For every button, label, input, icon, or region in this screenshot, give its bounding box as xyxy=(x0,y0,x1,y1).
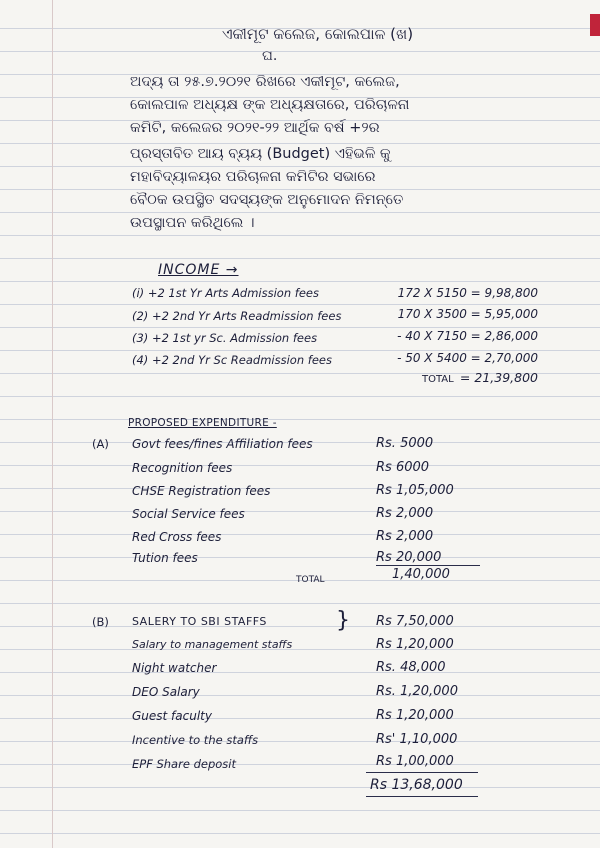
expense-item-amount: Rs. 48,000 xyxy=(376,660,446,675)
expense-item-amount: Rs 1,00,000 xyxy=(376,754,454,769)
page-subtitle: ଘ. xyxy=(262,48,278,64)
expense-item-label: Recognition fees xyxy=(132,461,233,475)
income-item-calc: 172 X 5150 = 9,98,800 xyxy=(397,286,538,300)
expense-item-label: CHSE Registration fees xyxy=(132,484,271,498)
expense-item-amount: Rs. 1,20,000 xyxy=(376,684,458,699)
expense-item-amount: Rs' 1,10,000 xyxy=(376,732,458,747)
expense-item-label: DEO Salary xyxy=(132,685,200,699)
page-title: ଏକୀମୂଟ କଲେଜ, କୋଲପାଳ (ଖ) xyxy=(222,25,414,43)
income-item-label: (3) +2 1st yr Sc. Admission fees xyxy=(132,331,318,345)
margin-line xyxy=(52,0,53,848)
section-a-label: (A) xyxy=(92,437,109,451)
expense-item-label: SALERY TO SBI STAFFS xyxy=(132,615,267,628)
total-underline xyxy=(376,565,480,566)
expense-item-amount: Rs 2,000 xyxy=(376,506,434,521)
expense-item-amount: Rs 2,000 xyxy=(376,529,434,544)
total-underline xyxy=(366,772,478,773)
paragraph-line: କୋଲପାଳ ଅଧ୍ୟକ୍ଷ ଙ୍କ ଅଧ୍ୟକ୍ଷତାରେ, ପରିଚାଳନା xyxy=(130,97,410,113)
section-b-label: (B) xyxy=(92,615,109,629)
expense-item-label: Social Service fees xyxy=(132,507,245,521)
income-item-label: (2) +2 2nd Yr Arts Readmission fees xyxy=(132,309,342,323)
section-b-total-value: Rs 13,68,000 xyxy=(370,777,463,793)
expense-item-label: EPF Share deposit xyxy=(132,757,236,771)
brace-mark: } xyxy=(336,608,350,633)
expenditure-heading: PROPOSED EXPENDITURE - xyxy=(128,417,277,429)
paragraph-line: ମହାବିଦ୍ୟାଳୟର ପରିଚାଳନା କମିଟିର ସଭାରେ xyxy=(130,169,376,185)
expense-item-label: Red Cross fees xyxy=(132,530,222,544)
expense-item-amount: Rs. 5000 xyxy=(376,436,434,451)
section-a-total-value: 1,40,000 xyxy=(392,567,450,582)
expense-item-label: Incentive to the staffs xyxy=(132,733,259,747)
income-total-label: TOTAL xyxy=(422,374,454,385)
income-item-calc: - 50 X 5400 = 2,70,000 xyxy=(397,351,538,365)
expense-item-label: Tution fees xyxy=(132,551,198,565)
section-a-total-label: TOTAL xyxy=(296,575,325,585)
income-item-label: (4) +2 2nd Yr Sc Readmission fees xyxy=(132,353,332,367)
paragraph-line: ବୈଠକ ଉପସ୍ଥିତ ସଦସ୍ୟଙ୍କ ଅନୁମୋଦନ ନିମନ୍ତେ xyxy=(130,192,404,208)
paragraph-line: ଅଦ୍ୟ ତା ୨୫.୭.୨୦୨୧ ରିଖରେ ଏକୀମୂଟ, କଲେଜ, xyxy=(130,74,400,90)
income-heading: INCOME → xyxy=(158,262,239,278)
income-item-label: (i) +2 1st Yr Arts Admission fees xyxy=(132,286,319,300)
expense-item-amount: Rs 1,20,000 xyxy=(376,637,454,652)
income-item-calc: 170 X 3500 = 5,95,000 xyxy=(397,307,538,321)
expense-item-amount: Rs 1,20,000 xyxy=(376,708,454,723)
expense-item-label: Salary to management staffs xyxy=(132,638,293,651)
total-double-underline xyxy=(366,796,478,797)
paragraph-line: କମିଟି, କଲେଜର ୨୦୨୧-୨୨ ଆର୍ଥିକ ବର୍ଷ +୨ର xyxy=(130,120,380,136)
paragraph-line: ଉପସ୍ଥାପନ କରିଥିଲେ । xyxy=(130,215,255,231)
income-item-calc: - 40 X 7150 = 2,86,000 xyxy=(397,329,538,343)
expense-item-amount: Rs 7,50,000 xyxy=(376,614,454,629)
page-edge-tab xyxy=(590,14,600,36)
expense-item-amount: Rs 1,05,000 xyxy=(376,483,454,498)
expense-item-label: Govt fees/fines Affiliation fees xyxy=(132,437,313,451)
expense-item-label: Night watcher xyxy=(132,661,217,675)
expense-item-amount: Rs 6000 xyxy=(376,460,430,475)
paragraph-line: ପ୍ରସ୍ତାବିତ ଆୟ ବ୍ୟୟ (Budget) ଏହିଭଳି କୁ xyxy=(130,146,391,162)
expense-item-label: Guest faculty xyxy=(132,709,212,723)
expense-item-amount: Rs 20,000 xyxy=(376,550,442,565)
income-total-value: = 21,39,800 xyxy=(459,370,538,385)
